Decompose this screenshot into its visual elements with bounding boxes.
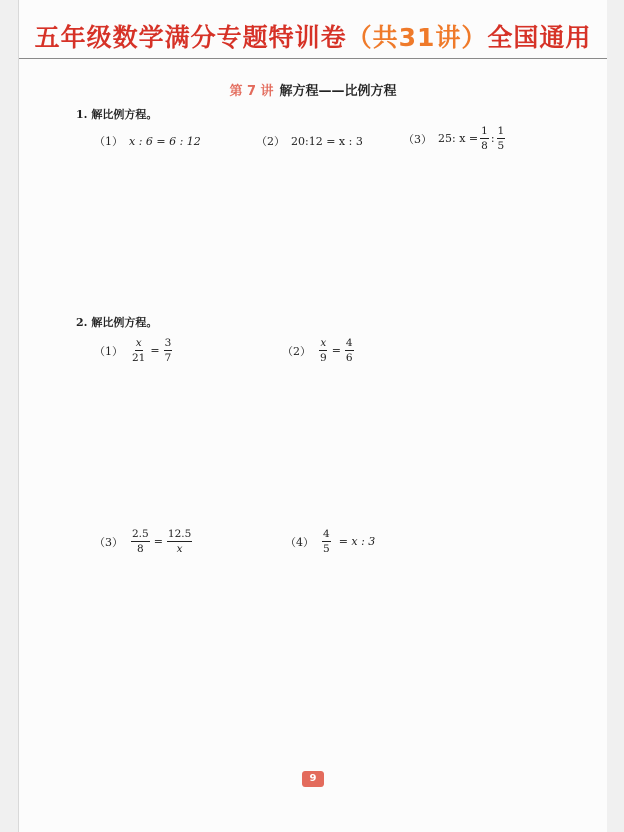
page-header xyxy=(19,0,607,59)
q1-item-3-fraction-2 xyxy=(497,125,506,152)
q2-item-1-label: （1） xyxy=(94,344,123,358)
fraction-denominator: 5 xyxy=(323,543,330,556)
q2-item-1-left-fraction xyxy=(131,337,146,364)
header-title-scope: 全国通用 xyxy=(487,23,592,52)
q1-item-3-fraction-1 xyxy=(480,125,489,152)
fraction-numerator: 12.5 xyxy=(167,528,192,542)
q1-item-1-equation: x : 6 = 6 : 12 xyxy=(129,134,201,148)
q2-item-4-label: （4） xyxy=(285,535,314,549)
q2-item-4-rest: = x : 3 xyxy=(338,535,376,549)
lesson-name: 解方程——比例方程 xyxy=(279,84,397,99)
q1-item-2-label: （2） xyxy=(256,135,285,148)
q2-item-2-label: （2） xyxy=(282,344,311,358)
fraction-denominator: 6 xyxy=(345,352,353,365)
fraction-numerator: x xyxy=(135,337,143,351)
q2-item-3-left-fraction xyxy=(131,528,150,555)
fraction-denominator: 21 xyxy=(132,352,146,365)
q1-item-2 xyxy=(256,133,363,149)
q1-item-3-separator: : xyxy=(490,132,495,146)
q2-item-2-left-fraction xyxy=(319,337,328,364)
lesson-number: 第 7 讲 xyxy=(229,84,274,99)
q2-item-3-label: （3） xyxy=(94,535,123,549)
header-title-main: 五年级数学满分专题特训卷 xyxy=(34,23,347,52)
page-number-badge: 9 xyxy=(302,771,324,787)
header-title-count: （共31讲） xyxy=(346,23,488,52)
fraction-numerator: 3 xyxy=(164,337,173,351)
q1-item-3-label: （3） xyxy=(403,132,432,146)
question-2-title: 2. 解比例方程。 xyxy=(76,316,158,329)
q2-item-4-fraction xyxy=(322,528,331,555)
fraction-numerator: 4 xyxy=(345,337,354,351)
lesson-heading xyxy=(19,80,607,99)
fraction-denominator: 7 xyxy=(164,352,172,365)
q2-item-1 xyxy=(94,337,174,364)
equals-sign: = xyxy=(331,344,341,358)
q1-item-1-label: （1） xyxy=(94,135,123,148)
fraction-denominator: 8 xyxy=(481,140,488,153)
q2-item-3-right-fraction xyxy=(167,528,192,555)
fraction-numerator: 1 xyxy=(480,125,489,139)
header-title xyxy=(35,18,592,54)
fraction-denominator: 8 xyxy=(137,543,144,556)
q1-item-3-prefix: 25: x = xyxy=(438,132,479,146)
q2-item-2 xyxy=(282,337,356,364)
q2-item-1-right-fraction xyxy=(164,337,173,364)
fraction-numerator: 4 xyxy=(322,528,331,542)
fraction-numerator: 2.5 xyxy=(131,528,150,542)
fraction-numerator: 1 xyxy=(497,125,506,139)
question-1-title: 1. 解比例方程。 xyxy=(76,108,158,121)
equals-sign: = xyxy=(150,344,160,358)
fraction-denominator: 5 xyxy=(497,140,505,153)
equals-sign: = xyxy=(153,535,163,549)
q1-item-3 xyxy=(403,125,507,152)
q2-item-2-right-fraction xyxy=(345,337,354,364)
fraction-denominator: x xyxy=(176,543,183,556)
q2-item-4 xyxy=(285,528,375,555)
q2-item-3 xyxy=(94,528,194,555)
q1-item-2-equation: 20:12 = x : 3 xyxy=(291,134,363,148)
fraction-denominator: 9 xyxy=(320,352,327,365)
fraction-numerator: x xyxy=(319,337,327,351)
q1-item-1 xyxy=(94,133,201,149)
worksheet-page xyxy=(18,0,607,832)
